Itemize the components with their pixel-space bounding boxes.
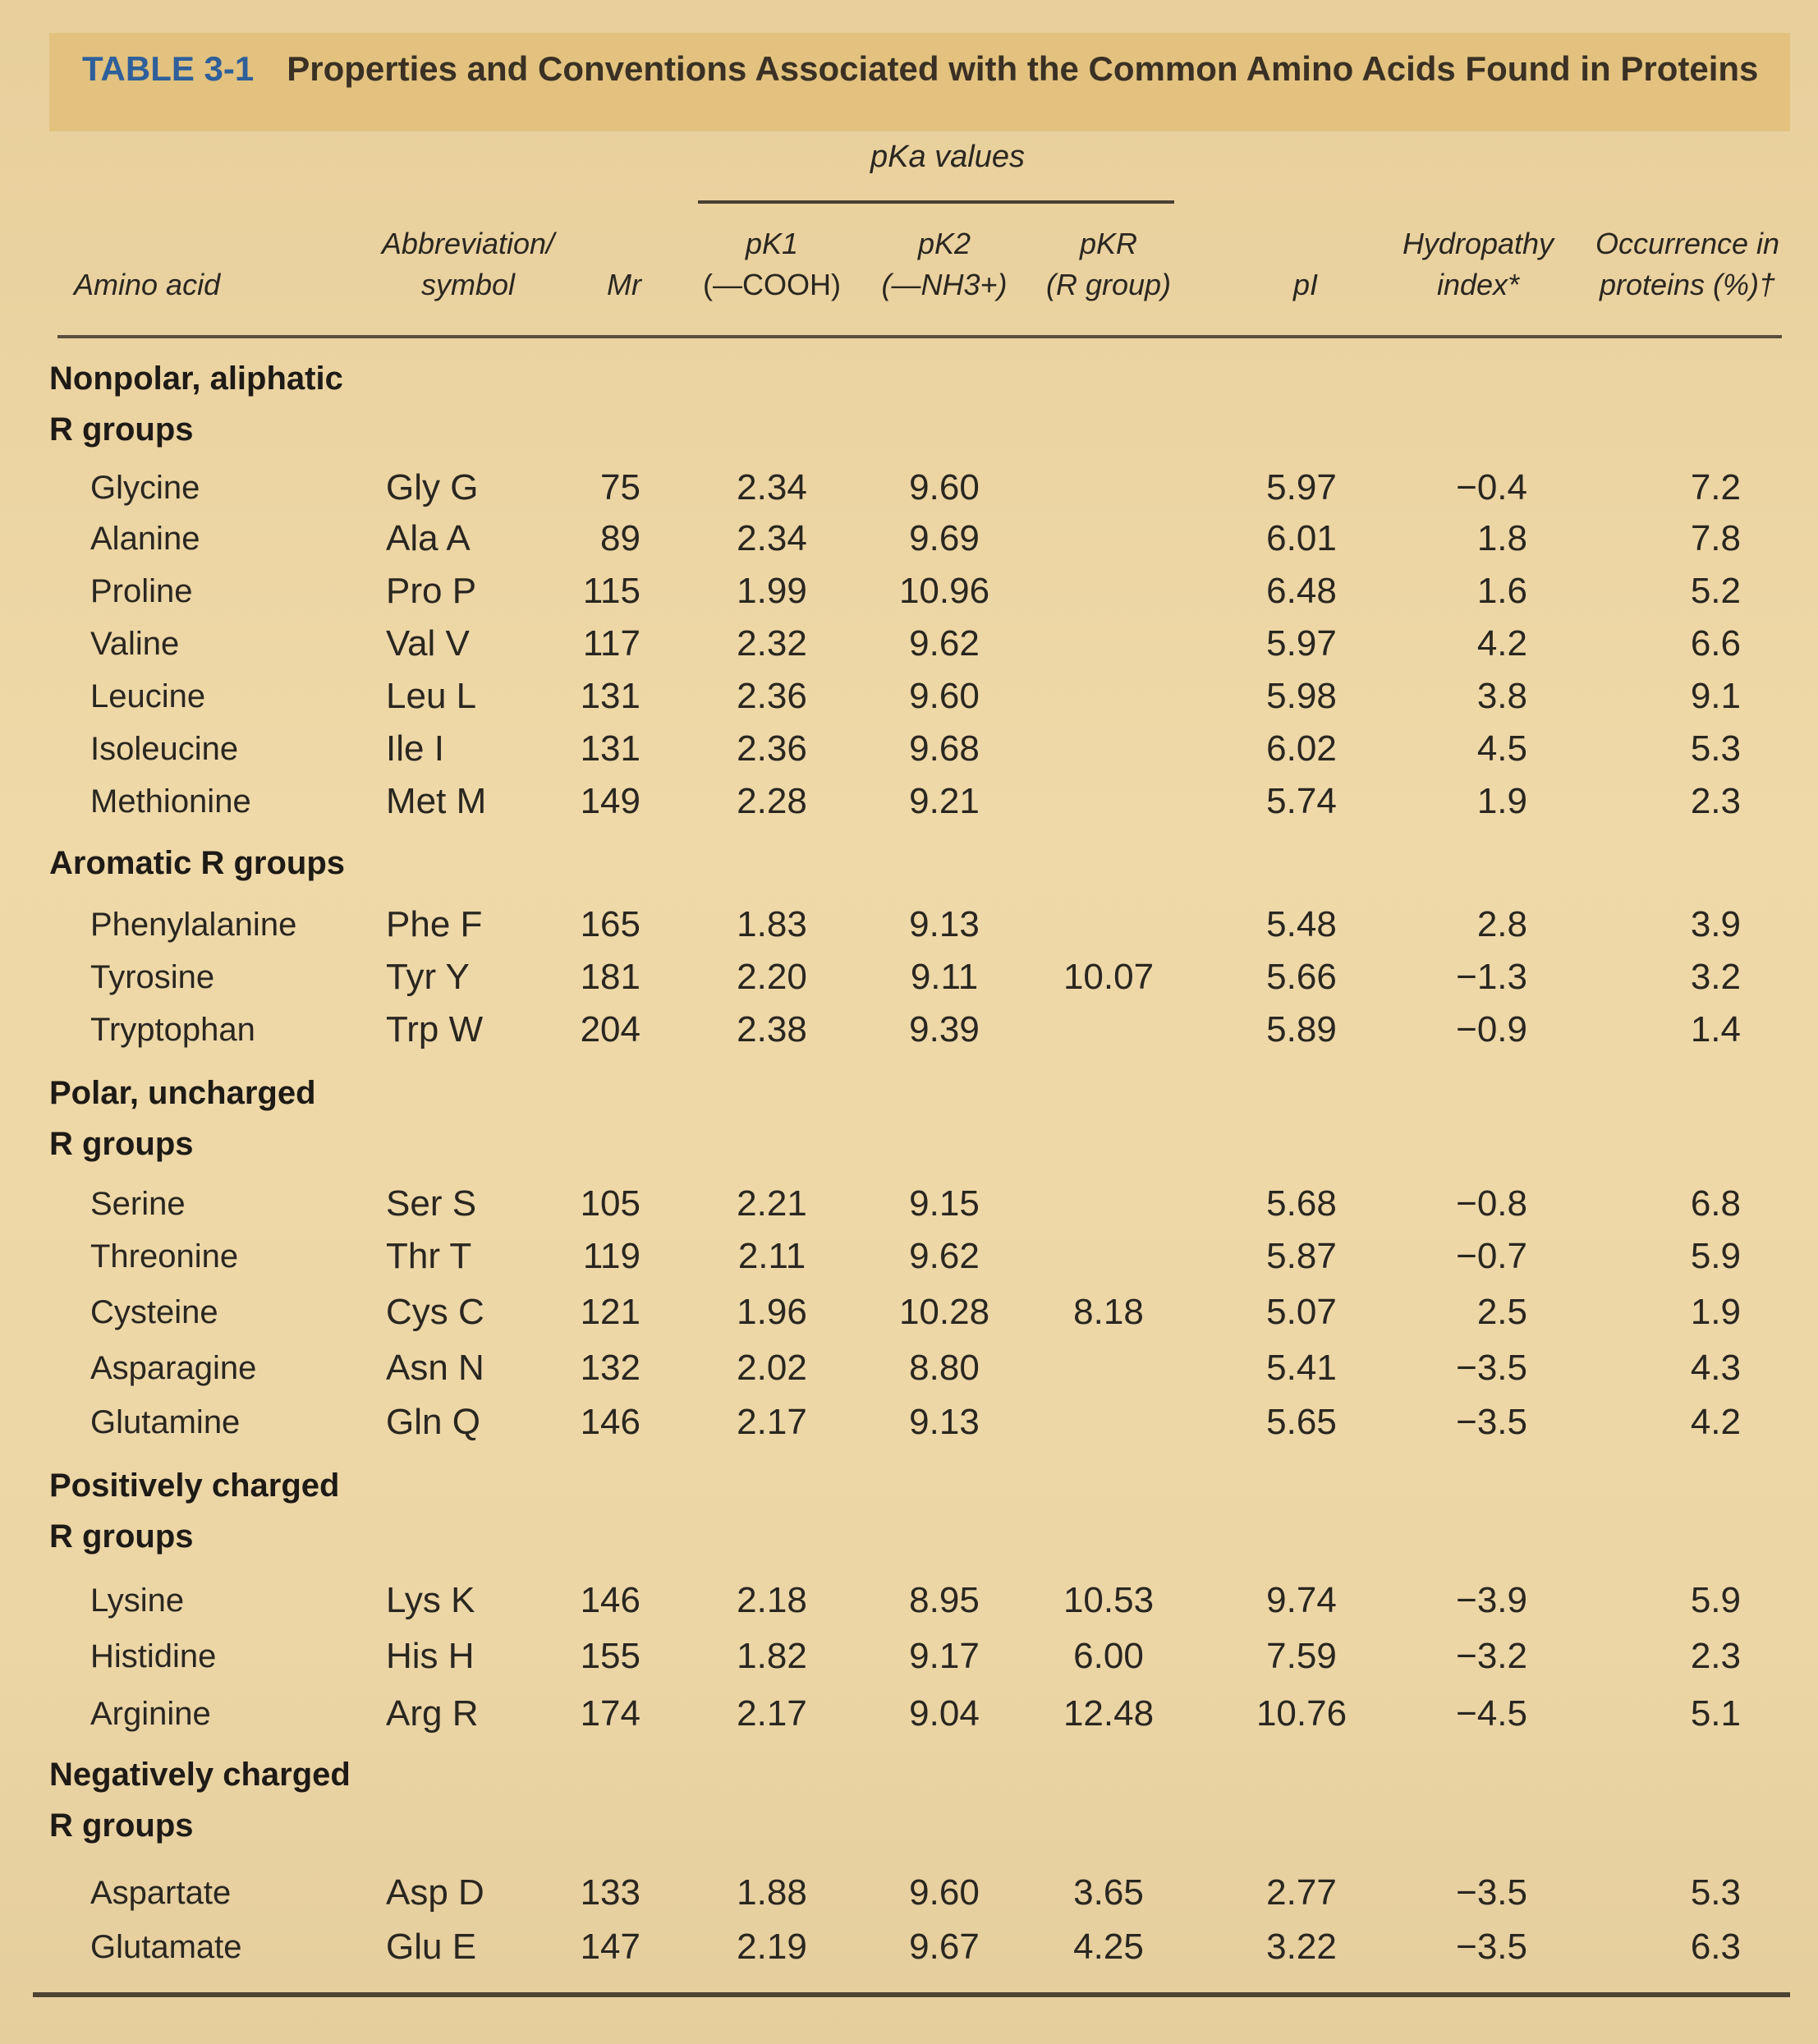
table-row-glutamine: [0, 1397, 1818, 1448]
cell-name: Histidine: [90, 1638, 217, 1674]
cell-hydropathy: −3.5: [1456, 1402, 1527, 1442]
cell-abbr: Asn N: [386, 1348, 484, 1388]
cell-hydropathy: −0.7: [1456, 1236, 1527, 1276]
cell-pi: 5.89: [1266, 1009, 1337, 1050]
table-row-serine: [0, 1178, 1818, 1229]
table-row-histidine: [0, 1631, 1818, 1682]
cell-pk2: 9.60: [909, 1872, 980, 1913]
cell-name: Valine: [90, 626, 180, 662]
cell-pi: 5.41: [1266, 1348, 1337, 1388]
header-pk2-line2: (—NH3+): [881, 268, 1008, 301]
cell-occurrence: 3.2: [1690, 957, 1741, 997]
table-number: TABLE 3-1: [82, 49, 255, 88]
cell-hydropathy: −0.8: [1456, 1183, 1527, 1224]
header-hydropathy-line1: Hydropathy: [1402, 227, 1554, 260]
header-occurrence-line2: proteins (%)†: [1599, 268, 1776, 301]
cell-abbr: Asp D: [386, 1872, 484, 1913]
cell-pi: 7.59: [1266, 1636, 1337, 1676]
table-row-tyrosine: [0, 952, 1818, 1003]
cell-hydropathy: −3.9: [1456, 1580, 1527, 1620]
table-row-isoleucine: [0, 723, 1818, 774]
cell-pkr: 6.00: [1073, 1636, 1144, 1676]
table-row-arginine: [0, 1688, 1818, 1739]
cell-abbr: His H: [386, 1636, 475, 1676]
cell-abbr: Cys C: [386, 1292, 484, 1332]
cell-occurrence: 2.3: [1690, 781, 1741, 821]
table-row-alanine: [0, 513, 1818, 564]
header-abbreviation-line2: symbol: [420, 268, 516, 301]
cell-pk2: 9.13: [909, 1402, 980, 1442]
header-pk2: [862, 223, 1026, 305]
cell-abbr: Phe F: [386, 904, 483, 944]
cell-pk1: 2.28: [737, 781, 807, 821]
cell-mr: 146: [580, 1580, 640, 1620]
cell-name: Leucine: [90, 678, 206, 714]
cell-pk2: 9.15: [909, 1183, 980, 1224]
cell-hydropathy: −1.3: [1456, 957, 1527, 997]
group-label-line1: Nonpolar, aliphatic: [49, 361, 343, 397]
cell-pi: 6.48: [1266, 571, 1337, 611]
cell-occurrence: 6.6: [1690, 623, 1741, 664]
cell-pk1: 2.17: [737, 1693, 807, 1734]
cell-mr: 131: [580, 676, 640, 716]
cell-name: Aspartate: [90, 1875, 232, 1911]
cell-pi: 9.74: [1266, 1580, 1337, 1620]
cell-pk1: 2.19: [737, 1927, 807, 1967]
cell-abbr: Trp W: [386, 1009, 484, 1050]
cell-abbr: Arg R: [386, 1693, 479, 1734]
cell-pi: 5.97: [1266, 623, 1337, 664]
cell-pk1: 2.36: [737, 728, 807, 769]
cell-pi: 5.65: [1266, 1402, 1337, 1442]
cell-abbr: Gln Q: [386, 1402, 480, 1442]
cell-occurrence: 4.2: [1690, 1402, 1741, 1442]
cell-pk2: 10.96: [898, 571, 990, 611]
group-label-line1: Positively charged: [49, 1468, 340, 1504]
cell-pi: 5.66: [1266, 957, 1337, 997]
cell-occurrence: 5.3: [1690, 728, 1741, 769]
cell-pi: 3.22: [1266, 1927, 1337, 1967]
cell-hydropathy: −4.5: [1456, 1693, 1527, 1734]
cell-pi: 5.98: [1266, 676, 1337, 716]
cell-abbr: Pro P: [386, 571, 477, 611]
pka-header-rule: [698, 200, 1174, 204]
cell-mr: 146: [580, 1402, 640, 1442]
cell-hydropathy: 4.2: [1476, 623, 1527, 664]
header-abbreviation-line1: Abbreviation/: [381, 227, 555, 260]
cell-mr: 133: [580, 1872, 640, 1913]
cell-name: Isoleucine: [90, 731, 239, 767]
table-row-proline: [0, 566, 1818, 617]
cell-pk1: 2.21: [737, 1183, 807, 1224]
cell-pk2: 9.60: [909, 467, 980, 508]
cell-pk1: 2.38: [737, 1009, 807, 1050]
cell-occurrence: 1.4: [1690, 1009, 1741, 1050]
header-hydropathy: [1380, 223, 1577, 305]
cell-occurrence: 5.2: [1690, 571, 1741, 611]
cell-mr: 181: [580, 957, 640, 997]
cell-hydropathy: −3.5: [1456, 1348, 1527, 1388]
cell-name: Phenylalanine: [90, 907, 297, 943]
cell-name: Threonine: [90, 1238, 239, 1275]
cell-abbr: Val V: [386, 623, 470, 664]
header-pk1-line2: (—COOH): [703, 268, 841, 301]
cell-name: Glycine: [90, 470, 200, 506]
header-pkr-line1: pKR: [1079, 227, 1138, 260]
cell-mr: 132: [580, 1348, 640, 1388]
cell-occurrence: 6.3: [1690, 1927, 1741, 1967]
cell-pk2: 9.62: [909, 623, 980, 664]
header-pi: pI: [1292, 268, 1319, 301]
cell-hydropathy: −3.5: [1456, 1872, 1527, 1913]
cell-pk2: 9.17: [909, 1636, 980, 1676]
group-label-aromatic: [49, 838, 345, 889]
cell-pi: 5.48: [1266, 904, 1337, 944]
cell-name: Lysine: [90, 1582, 185, 1619]
cell-pk1: 1.96: [737, 1292, 807, 1332]
header-rule: [57, 335, 1782, 338]
group-label-polar-uncharged: [49, 1068, 316, 1169]
cell-pk2: 9.13: [909, 904, 980, 944]
table-row-glutamate: [0, 1922, 1818, 1973]
cell-pkr: 4.25: [1073, 1927, 1144, 1967]
cell-occurrence: 9.1: [1690, 676, 1741, 716]
table-row-phenylalanine: [0, 899, 1818, 950]
pka-values-header: pKa values: [870, 140, 1026, 174]
cell-occurrence: 3.9: [1690, 904, 1741, 944]
cell-abbr: Thr T: [386, 1236, 472, 1276]
cell-name: Proline: [90, 573, 193, 609]
cell-pk2: 9.39: [909, 1009, 980, 1050]
cell-pi: 5.07: [1266, 1292, 1337, 1332]
cell-hydropathy: −0.4: [1456, 467, 1527, 508]
cell-pk2: 9.11: [910, 957, 979, 997]
cell-pk2: 8.95: [909, 1580, 980, 1620]
cell-pk1: 2.11: [737, 1236, 806, 1276]
cell-occurrence: 5.9: [1690, 1236, 1741, 1276]
cell-mr: 204: [580, 1009, 640, 1050]
cell-mr: 115: [582, 571, 640, 611]
cell-pk2: 9.21: [909, 781, 980, 821]
cell-pk1: 2.34: [737, 467, 807, 508]
cell-mr: 121: [580, 1292, 640, 1332]
cell-name: Cysteine: [90, 1294, 218, 1330]
cell-pk1: 2.36: [737, 676, 807, 716]
cell-pk1: 2.17: [737, 1402, 807, 1442]
cell-name: Asparagine: [90, 1350, 257, 1386]
cell-abbr: Ala A: [386, 518, 471, 558]
cell-mr: 149: [580, 781, 640, 821]
group-label-nonpolar: [49, 353, 343, 455]
table-caption: Properties and Conventions Associated with the Common Amino Acids Found in Proteins: [287, 49, 1759, 88]
group-label-line2: R groups: [49, 1518, 194, 1555]
table-row-cysteine: [0, 1287, 1818, 1338]
cell-hydropathy: 4.5: [1476, 728, 1527, 769]
cell-name: Methionine: [90, 783, 251, 820]
cell-occurrence: 2.3: [1690, 1636, 1741, 1676]
cell-occurrence: 1.9: [1690, 1292, 1741, 1332]
group-label-line2: R groups: [49, 1807, 194, 1844]
cell-abbr: Lys K: [386, 1580, 475, 1620]
cell-occurrence: 5.3: [1690, 1872, 1741, 1913]
group-label-line1: Aromatic R groups: [49, 845, 346, 881]
table-row-tryptophan: [0, 1004, 1818, 1055]
cell-pk1: 2.32: [737, 623, 807, 664]
table-bottom-rule: [33, 1992, 1790, 1997]
cell-pkr: 8.18: [1073, 1292, 1144, 1332]
header-occurrence: [1585, 223, 1790, 305]
cell-abbr: Ser S: [386, 1183, 477, 1224]
cell-mr: 117: [582, 623, 640, 664]
table-row-valine: [0, 618, 1818, 669]
cell-pk1: 1.88: [737, 1872, 807, 1913]
table-row-asparagine: [0, 1343, 1818, 1394]
cell-name: Glutamate: [90, 1929, 242, 1965]
cell-mr: 147: [580, 1927, 640, 1967]
cell-abbr: Leu L: [386, 676, 477, 716]
cell-name: Arginine: [90, 1696, 211, 1732]
header-occurrence-line1: Occurrence in: [1595, 227, 1780, 260]
cell-hydropathy: 3.8: [1476, 676, 1527, 716]
cell-occurrence: 7.8: [1690, 518, 1741, 558]
cell-pkr: 10.53: [1063, 1580, 1155, 1620]
header-abbreviation: [361, 223, 575, 305]
cell-pk1: 1.83: [737, 904, 807, 944]
cell-mr: 174: [580, 1693, 640, 1734]
cell-mr: 155: [580, 1636, 640, 1676]
cell-abbr: Gly G: [386, 467, 479, 508]
cell-hydropathy: 1.8: [1476, 518, 1527, 558]
group-label-negatively-charged: [49, 1749, 351, 1851]
cell-hydropathy: −0.9: [1456, 1009, 1527, 1050]
header-pkr: [1035, 223, 1182, 305]
table-row-threonine: [0, 1231, 1818, 1282]
cell-abbr: Ile I: [386, 728, 444, 769]
cell-name: Glutamine: [90, 1404, 241, 1440]
group-label-line1: Polar, uncharged: [49, 1075, 316, 1111]
cell-occurrence: 7.2: [1690, 467, 1741, 508]
table-row-leucine: [0, 671, 1818, 722]
cell-pk2: 9.62: [909, 1236, 980, 1276]
cell-pk1: 2.34: [737, 518, 807, 558]
cell-name: Tryptophan: [90, 1012, 255, 1048]
cell-pk2: 8.80: [909, 1348, 980, 1388]
cell-pi: 6.01: [1266, 518, 1337, 558]
header-pk1: [690, 223, 854, 305]
cell-pkr: 12.48: [1063, 1693, 1155, 1734]
cell-pi: 5.74: [1266, 781, 1337, 821]
group-label-positively-charged: [49, 1460, 339, 1562]
cell-mr: 119: [582, 1236, 640, 1276]
cell-abbr: Tyr Y: [386, 957, 470, 997]
cell-pk1: 1.82: [737, 1636, 807, 1676]
cell-hydropathy: 1.6: [1476, 571, 1527, 611]
cell-pk1: 2.20: [737, 957, 807, 997]
cell-pk2: 9.68: [909, 728, 980, 769]
cell-occurrence: 5.9: [1690, 1580, 1741, 1620]
cell-occurrence: 4.3: [1690, 1348, 1741, 1388]
cell-name: Alanine: [90, 521, 200, 557]
cell-mr: 75: [600, 467, 640, 508]
table-row-lysine: [0, 1575, 1818, 1626]
cell-pk1: 2.18: [737, 1580, 807, 1620]
cell-pk2: 9.67: [909, 1927, 980, 1967]
table-row-glycine: [0, 462, 1818, 513]
group-label-line1: Negatively charged: [49, 1757, 351, 1793]
cell-pi: 5.87: [1266, 1236, 1337, 1276]
cell-abbr: Met M: [386, 781, 487, 821]
cell-hydropathy: 2.5: [1476, 1292, 1527, 1332]
cell-pi: 6.02: [1266, 728, 1337, 769]
cell-hydropathy: 1.9: [1476, 781, 1527, 821]
cell-pk2: 9.04: [909, 1693, 980, 1734]
group-label-line2: R groups: [49, 1126, 194, 1162]
table-row-methionine: [0, 776, 1818, 827]
cell-pk1: 1.99: [737, 571, 807, 611]
cell-pk2: 10.28: [898, 1292, 990, 1332]
cell-pi: 10.76: [1256, 1693, 1347, 1734]
cell-pi: 5.68: [1266, 1183, 1337, 1224]
table-row-aspartate: [0, 1867, 1818, 1918]
cell-mr: 105: [580, 1183, 640, 1224]
cell-hydropathy: −3.2: [1456, 1636, 1527, 1676]
cell-name: Tyrosine: [90, 959, 215, 995]
cell-pk2: 9.69: [909, 518, 980, 558]
header-hydropathy-line2: index*: [1436, 268, 1520, 301]
cell-mr: 131: [580, 728, 640, 769]
cell-name: Serine: [90, 1186, 186, 1222]
cell-mr: 89: [600, 518, 640, 558]
header-pk1-line1: pK1: [745, 227, 799, 260]
cell-occurrence: 5.1: [1690, 1693, 1741, 1734]
cell-pi: 5.97: [1266, 467, 1337, 508]
cell-pkr: 3.65: [1073, 1872, 1144, 1913]
header-mr: Mr: [607, 268, 641, 301]
cell-pkr: 10.07: [1063, 957, 1155, 997]
table-title: [82, 49, 1758, 89]
cell-hydropathy: −3.5: [1456, 1927, 1527, 1967]
cell-hydropathy: 2.8: [1476, 904, 1527, 944]
cell-pk1: 2.02: [737, 1348, 807, 1388]
cell-occurrence: 6.8: [1690, 1183, 1741, 1224]
group-label-line2: R groups: [49, 411, 194, 448]
cell-pk2: 9.60: [909, 676, 980, 716]
header-amino-acid: Amino acid: [74, 268, 221, 301]
cell-mr: 165: [580, 904, 640, 944]
cell-pi: 2.77: [1266, 1872, 1337, 1913]
header-pk2-line1: pK2: [917, 227, 971, 260]
cell-abbr: Glu E: [386, 1927, 477, 1967]
header-pkr-line2: (R group): [1045, 268, 1172, 301]
